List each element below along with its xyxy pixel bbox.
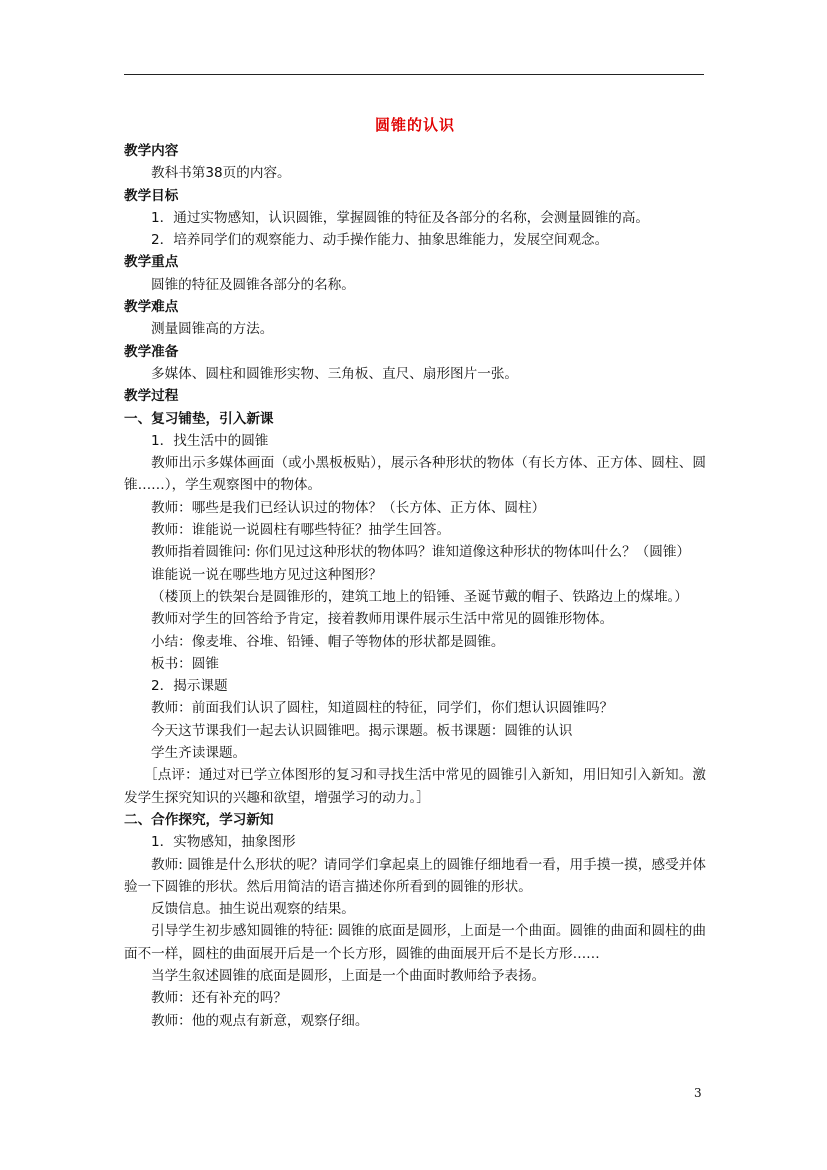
paragraph: 谁能说一说在哪些地方见过这种图形？ (151, 566, 383, 583)
paragraph: 1．找生活中的圆锥 (151, 432, 269, 449)
paragraph: 板书：圆锥 (151, 655, 219, 672)
paragraph: 教师：他的观点有新意，观察仔细。 (151, 1012, 369, 1029)
paragraph: 圆锥的特征及圆锥各部分的名称。 (151, 276, 355, 293)
section-heading: 二、合作探究，学习新知 (124, 811, 274, 828)
comment-note: ［点评：通过对已学立体图形的复习和寻找生活中常见的圆锥引入新知，用旧知引入新知。激发学生探究知识的兴趣和欲望，增强学习的动力。］ (124, 767, 706, 806)
section-heading: 教学重点 (124, 254, 179, 271)
paragraph: 教师：哪些是我们已经认识过的物体？（长方体、正方体、圆柱） (151, 499, 546, 516)
paragraph: 2．培养同学们的观察能力、动手操作能力、抽象思维能力，发展空间观念。 (151, 232, 609, 249)
page-number: 3 (694, 1086, 702, 1100)
section-heading: 教学准备 (124, 343, 179, 360)
section-heading: 教学难点 (124, 299, 179, 316)
paragraph: 1．实物感知，抽象图形 (151, 834, 296, 851)
paragraph: 教师对学生的回答给予肯定，接着教师用课件展示生活中常见的圆锥形物体。 (151, 611, 614, 628)
paragraph: 今天这节课我们一起去认识圆锥吧。揭示课题。板书课题：圆锥的认识 (151, 722, 573, 739)
paragraph: 教师: 圆锥是什么形状的呢？请同学们拿起桌上的圆锥仔细地看一看，用手摸一摸，感受并体验一下圆锥的形状。然后用简洁的语言描述你所看到的圆锥的形状。 (124, 856, 706, 895)
section-heading: 教学内容 (124, 143, 179, 159)
paragraph: 多媒体、圆柱和圆锥形实物、三角板、直尺、扇形图片一张。 (151, 365, 519, 382)
paragraph: 引导学生初步感知圆锥的特征: 圆锥的底面是圆形，上面是一个曲面。圆锥的曲面和圆柱的曲面不一样，圆柱的曲面展开后是一个长方形，圆锥的曲面展开后不是长方形…… (124, 923, 706, 962)
paragraph: （楼顶上的铁架台是圆锥形的，建筑工地上的铅锤、圣诞节戴的帽子、铁路边上的煤堆。） (151, 588, 688, 605)
paragraph: 学生齐读课题。 (151, 745, 247, 762)
paragraph: 反馈信息。抽生说出观察的结果。 (151, 901, 355, 918)
paragraph: 教师：谁能说一说圆柱有哪些特征？抽学生回答。 (151, 522, 451, 539)
paragraph: 教师出示多媒体画面（或小黑板板贴），展示各种形状的物体（有长方体、正方体、圆柱、圆锥……），学生观察图中的物体。 (124, 455, 706, 494)
document-body (124, 112, 706, 1032)
section-heading: 一、复习铺垫，引入新课 (124, 410, 274, 427)
paragraph: 2．揭示课题 (151, 678, 228, 695)
section-heading: 教学过程 (124, 388, 179, 405)
paragraph: 教师：前面我们认识了圆柱，知道圆柱的特征，同学们，你们想认识圆锥吗？ (151, 700, 614, 717)
paragraph: 小结：像麦堆、谷堆、铅锤、帽子等物体的形状都是圆锥。 (151, 633, 505, 650)
section-heading: 教学目标 (124, 187, 179, 204)
paragraph: 教科书第38页的内容。 (151, 165, 291, 182)
document-title: 圆锥的认识 (374, 116, 455, 134)
paragraph: 教师指着圆锥问: 你们见过这种形状的物体吗？谁知道像这种形状的物体叫什么？（圆锥） (151, 544, 691, 561)
header-rule (124, 74, 704, 75)
paragraph: 教师：还有补充的吗？ (151, 990, 287, 1007)
paragraph: 1．通过实物感知，认识圆锥，掌握圆锥的特征及各部分的名称，会测量圆锥的高。 (151, 209, 650, 226)
paragraph: 当学生叙述圆锥的底面是圆形，上面是一个曲面时教师给予表扬。 (151, 967, 546, 984)
paragraph: 测量圆锥高的方法。 (151, 321, 274, 338)
